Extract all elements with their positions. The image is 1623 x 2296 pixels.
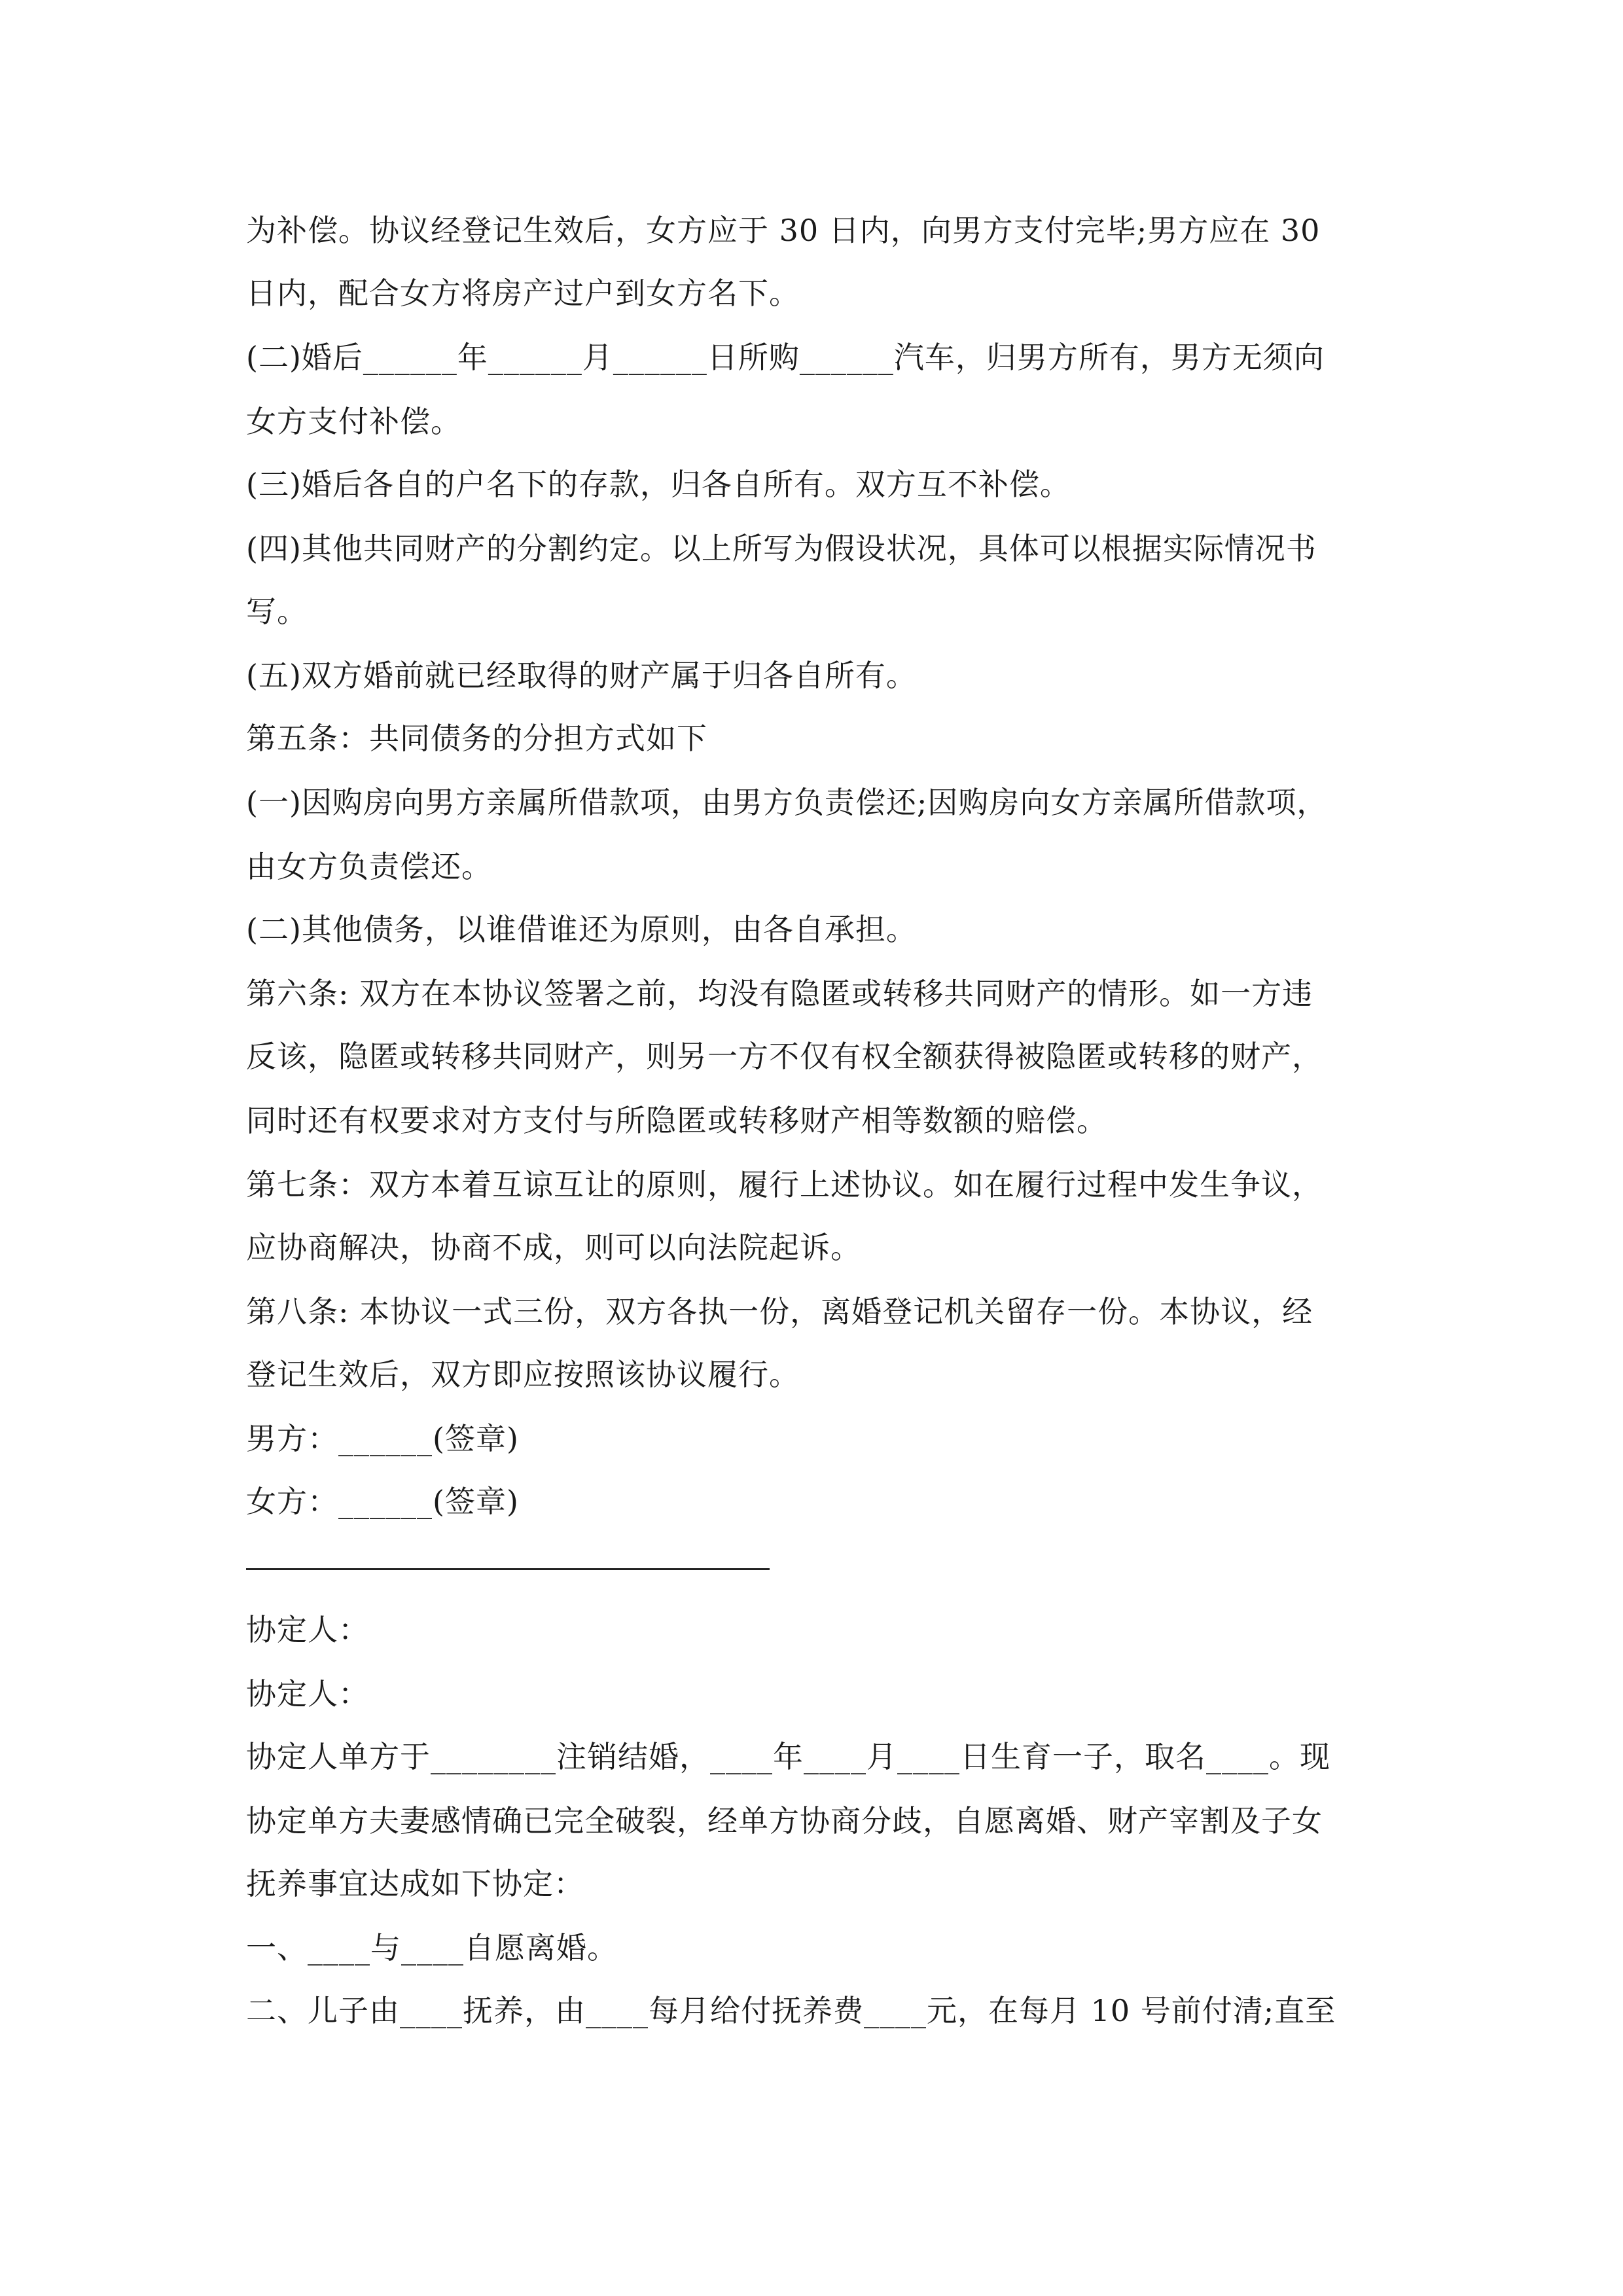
text-line: 协定单方夫妻感情确已完全破裂，经单方协商分歧，自愿离婚、财产宰割及子女 [246,1803,1323,1839]
text-line: 抚养事宜达成如下协定： [246,1866,584,1901]
party-label: 协定人： [246,1612,369,1647]
text-line: (一)因购房向男方亲属所借款项，由男方负责偿还;因购房向女方亲属所借款项， [246,785,1328,820]
signature-line-female: 女方：______(签章) [246,1484,519,1519]
text-line: 反该，隐匿或转移共同财产，则另一方不仅有权全额获得被隐匿或转移的财产， [246,1039,1323,1074]
text-line: 日内，配合女方将房产过户到女方名下。 [246,276,800,311]
text-line: 一、____与____自愿离婚。 [246,1930,618,1965]
section-heading: 第八条: 本协议一式三份，双方各执一份，离婚登记机关留存一份。本协议，经 [246,1294,1313,1329]
text-line: (三)婚后各自的户名下的存款，归各自所有。双方互不补偿。 [246,467,1071,502]
text-line: (四)其他共同财产的分割约定。以上所写为假设状况，具体可以根据实际情况书 [246,531,1317,566]
text-line: 由女方负责偿还。 [246,849,492,884]
text-line: 协定人单方于________注销结婚，____年____月____日生育一子，取名____。现 [246,1739,1330,1774]
section-heading: 第七条：双方本着互谅互让的原则，履行上述协议。如在履行过程中发生争议， [246,1167,1323,1202]
section-heading: 第六条: 双方在本协议签署之前，均没有隐匿或转移共同财产的情形。如一方违 [246,976,1313,1011]
signature-line-male: 男方：______(签章) [246,1421,519,1456]
text-line: (二)婚后______年______月______日所购______汽车，归男方所有，男方无须向 [246,340,1325,375]
section-heading: 第五条：共同债务的分担方式如下 [246,721,707,756]
section-divider [246,1568,770,1570]
text-line: 为补偿。协议经登记生效后，女方应于 30 日内，向男方支付完毕;男方应在 30 [246,213,1321,248]
text-line: 应协商解决，协商不成，则可以向法院起诉。 [246,1230,861,1265]
text-line: 登记生效后，双方即应按照该协议履行。 [246,1357,800,1392]
text-line: 二、儿子由____抚养，由____每月给付抚养费____元，在每月 10 号前付清;直至 [246,1993,1336,2028]
party-label: 协定人： [246,1676,369,1712]
text-line: (五)双方婚前就已经取得的财产属于归各自所有。 [246,658,917,693]
text-line: (二)其他债务，以谁借谁还为原则，由各自承担。 [246,912,917,947]
text-line: 同时还有权要求对方支付与所隐匿或转移财产相等数额的赔偿。 [246,1103,1107,1138]
text-line: 写。 [246,594,308,629]
text-line: 女方支付补偿。 [246,404,461,439]
